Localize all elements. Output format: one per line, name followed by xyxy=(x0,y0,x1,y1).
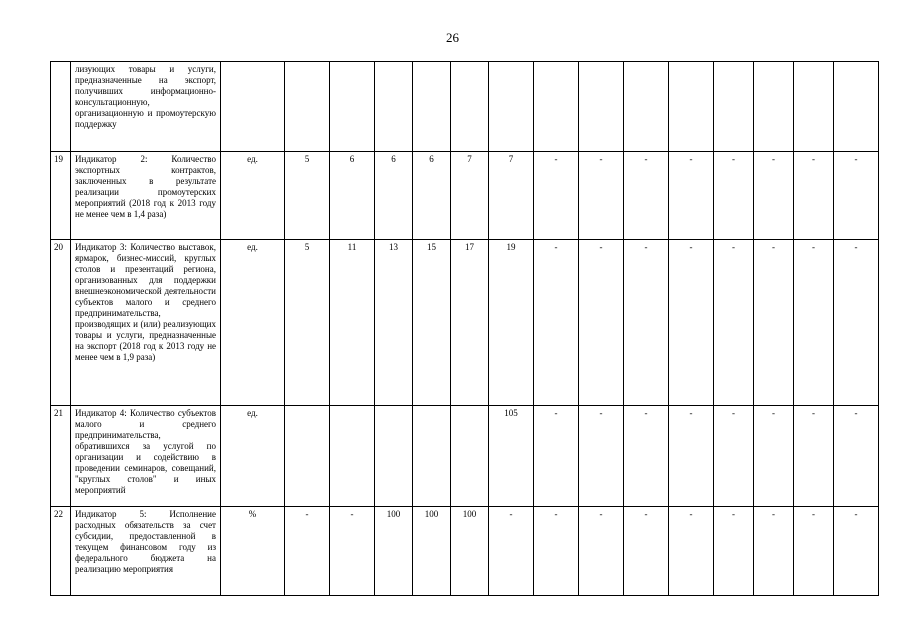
value-cell xyxy=(754,62,794,152)
page-number: 26 xyxy=(446,30,459,45)
unit-cell: ед. xyxy=(221,240,285,406)
value-cell: - xyxy=(669,406,714,507)
value-cell xyxy=(413,62,451,152)
value-cell: - xyxy=(834,406,879,507)
value-cell: - xyxy=(624,152,669,240)
value-cell: - xyxy=(285,507,330,596)
row-number: 22 xyxy=(51,507,71,596)
unit-cell: ед. xyxy=(221,406,285,507)
value-cell: - xyxy=(754,152,794,240)
value-cell: - xyxy=(834,240,879,406)
value-cell: 17 xyxy=(451,240,489,406)
value-cell: - xyxy=(714,507,754,596)
value-cell: - xyxy=(714,240,754,406)
value-cell: - xyxy=(624,240,669,406)
value-cell: 5 xyxy=(285,152,330,240)
value-cell xyxy=(534,62,579,152)
value-cell: - xyxy=(669,152,714,240)
value-cell: - xyxy=(624,507,669,596)
value-cell xyxy=(451,406,489,507)
value-cell: - xyxy=(714,152,754,240)
row-number: 19 xyxy=(51,152,71,240)
value-cell: - xyxy=(834,507,879,596)
indicator-description: Индикатор 2: Количество экспортных контрактов, заключенных в результате реализации промоутерских мероприятий (2018 год к 2013 году не менее чем в 1,4 раза) xyxy=(71,152,221,240)
value-cell xyxy=(375,62,413,152)
value-cell: - xyxy=(754,507,794,596)
value-cell: - xyxy=(794,507,834,596)
value-cell: 105 xyxy=(489,406,534,507)
value-cell: 7 xyxy=(451,152,489,240)
indicator-description: лизующих товары и услуги, предназначенные на экспорт, получивших информационно-консультационную, организационную и промоутерскую поддержку xyxy=(71,62,221,152)
value-cell xyxy=(794,62,834,152)
value-cell xyxy=(579,62,624,152)
table-row xyxy=(51,406,879,507)
value-cell: 7 xyxy=(489,152,534,240)
value-cell: - xyxy=(330,507,375,596)
value-cell xyxy=(413,406,451,507)
value-cell xyxy=(285,62,330,152)
value-cell: - xyxy=(669,240,714,406)
value-cell: 100 xyxy=(413,507,451,596)
value-cell xyxy=(669,62,714,152)
unit-cell xyxy=(221,62,285,152)
indicator-description: Индикатор 5: Исполнение расходных обязательств за счет субсидии, предоставленной в текущем финансовом году из федерального бюджета на реализацию мероприятия xyxy=(71,507,221,596)
value-cell xyxy=(624,62,669,152)
value-cell: - xyxy=(714,406,754,507)
row-number: 21 xyxy=(51,406,71,507)
indicator-description: Индикатор 3: Количество выставок, ярмарок, бизнес-миссий, круглых столов и презентаций региона, организованных для поддержки внешнеэкономической деятельности субъектов малого и среднего предпринимательства, производящих и (или) реализующих товары и услуги, предназначенные на экспорт (2018 год к 2013 году не менее чем в 1,9 раза) xyxy=(71,240,221,406)
table-row xyxy=(51,240,879,406)
value-cell: - xyxy=(579,240,624,406)
value-cell: - xyxy=(534,406,579,507)
value-cell: - xyxy=(754,406,794,507)
row-number xyxy=(51,62,71,152)
value-cell: - xyxy=(669,507,714,596)
value-cell: 15 xyxy=(413,240,451,406)
row-number: 20 xyxy=(51,240,71,406)
value-cell xyxy=(714,62,754,152)
value-cell xyxy=(489,62,534,152)
value-cell: 11 xyxy=(330,240,375,406)
value-cell: - xyxy=(489,507,534,596)
value-cell: - xyxy=(534,240,579,406)
value-cell: 6 xyxy=(413,152,451,240)
value-cell xyxy=(285,406,330,507)
table-row xyxy=(51,62,879,152)
value-cell: 100 xyxy=(375,507,413,596)
value-cell: - xyxy=(794,406,834,507)
value-cell: - xyxy=(579,507,624,596)
value-cell: - xyxy=(534,152,579,240)
value-cell: - xyxy=(579,152,624,240)
unit-cell: ед. xyxy=(221,152,285,240)
value-cell: 6 xyxy=(375,152,413,240)
value-cell: 13 xyxy=(375,240,413,406)
value-cell: - xyxy=(834,152,879,240)
value-cell: 6 xyxy=(330,152,375,240)
value-cell: - xyxy=(794,152,834,240)
value-cell: - xyxy=(534,507,579,596)
value-cell: 100 xyxy=(451,507,489,596)
table-row xyxy=(51,507,879,596)
value-cell: - xyxy=(794,240,834,406)
value-cell: 5 xyxy=(285,240,330,406)
indicator-description: Индикатор 4: Количество субъектов малого и среднего предпринимательства, обратившихся за услугой по организации и содействию в проведении семинаров, совещаний, "круглых столов" и иных мероприятий xyxy=(71,406,221,507)
unit-cell: % xyxy=(221,507,285,596)
value-cell: - xyxy=(624,406,669,507)
value-cell xyxy=(375,406,413,507)
value-cell xyxy=(451,62,489,152)
indicators-table xyxy=(50,61,879,596)
value-cell: 19 xyxy=(489,240,534,406)
value-cell xyxy=(330,62,375,152)
table-row xyxy=(51,152,879,240)
value-cell xyxy=(330,406,375,507)
value-cell xyxy=(834,62,879,152)
value-cell: - xyxy=(579,406,624,507)
value-cell: - xyxy=(754,240,794,406)
